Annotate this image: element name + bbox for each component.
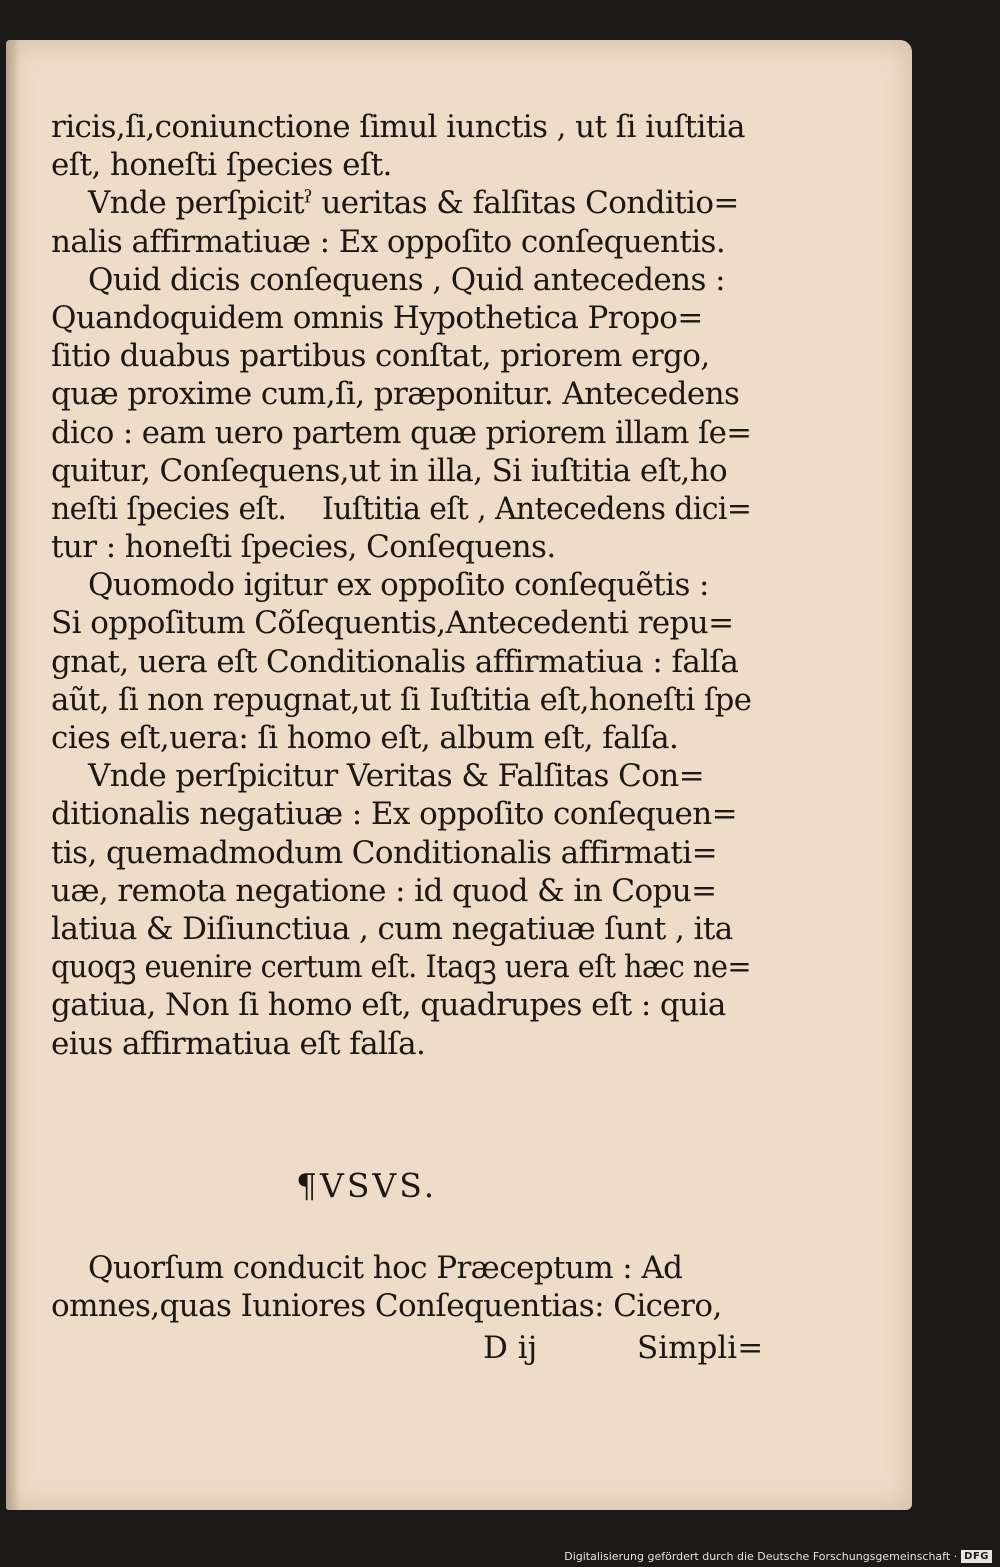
text-line: ſitio duabus partibus conſtat, priorem ergo, — [51, 338, 710, 375]
text-line: Quorſum conducit hoc Præceptum : Ad — [51, 1250, 683, 1286]
usus-text-block — [51, 1248, 751, 1324]
text-line: tur : honeſti ſpecies, Conſequens. — [51, 529, 556, 566]
text-line: tis, quemadmodum Conditionalis affirmati= — [51, 834, 717, 871]
page-footer — [51, 1330, 764, 1370]
text-line: eius affirmatiua eſt falſa. — [51, 1025, 426, 1062]
text-line: aũt, ſi non repugnat,ut ſi Iuſtitia eſt,honeſti ſpe — [51, 681, 752, 718]
catchword: Simpli= — [637, 1330, 764, 1366]
text-line: Quandoquidem omnis Hypothetica Propo= — [51, 299, 703, 336]
text-line: dico : eam uero partem quæ priorem illam ſe= — [51, 414, 752, 451]
section-heading-usus: ¶VSVS. — [296, 1166, 438, 1205]
text-line: quoqꝫ euenire certum eſt. Itaqꝫ uera eſt hæc ne= — [51, 949, 752, 986]
dfg-logo: DFG — [961, 1550, 992, 1563]
credit-text: Digitalisierung gefördert durch die Deutsche Forschungsgemeinschaft · — [564, 1550, 958, 1563]
signature-mark: D ij — [483, 1330, 538, 1366]
text-line: Quomodo igitur ex oppoſito conſequẽtis : — [51, 567, 709, 604]
text-line: Vnde perſpicitˀ ueritas & falſitas Conditio= — [51, 185, 739, 222]
book-page — [6, 40, 912, 1510]
text-line: neſti ſpecies eſt. Iuſtitia eſt , Antecedens dici= — [51, 490, 752, 527]
text-line: Si oppoſitum Cõſequentis,Antecedenti repu= — [51, 605, 734, 642]
text-line: nalis affirmatiuæ : Ex oppoſito conſequentis. — [51, 223, 726, 260]
text-line: cies eſt,uera: ſi homo eſt, album eſt, falſa. — [51, 720, 679, 756]
text-line: eſt, honeſti ſpecies eſt. — [51, 147, 392, 184]
text-line: ricis,ſi,coniunctione ſimul iunctis , ut ſi iuſtitia — [51, 109, 745, 145]
main-text-block — [51, 108, 751, 1063]
text-line: gnat, uera eſt Conditionalis affirmatiua : falſa — [51, 643, 739, 680]
text-line: uæ, remota negatione : id quod & in Copu= — [51, 872, 717, 909]
text-line: quæ proxime cum,ſi, præponitur. Antecedens — [51, 376, 740, 413]
digitization-credit — [564, 1550, 992, 1563]
text-line: quitur, Conſequens,ut in illa, Si iuſtitia eſt,ho — [51, 452, 728, 489]
page-spine-shadow — [6, 40, 20, 1510]
text-line: Vnde perſpicitur Veritas & Falſitas Con= — [51, 758, 705, 795]
text-line: gatiua, Non ſi homo eſt, quadrupes eſt : quia — [51, 987, 726, 1024]
text-line: latiua & Diſiunctiua , cum negatiuæ ſunt , ita — [51, 910, 733, 947]
text-line: ditionalis negatiuæ : Ex oppoſito conſequen= — [51, 796, 737, 833]
text-line: Quid dicis conſequens , Quid antecedens : — [51, 261, 725, 298]
text-line: omnes,quas Iuniores Conſequentias: Cicero, — [51, 1288, 722, 1325]
